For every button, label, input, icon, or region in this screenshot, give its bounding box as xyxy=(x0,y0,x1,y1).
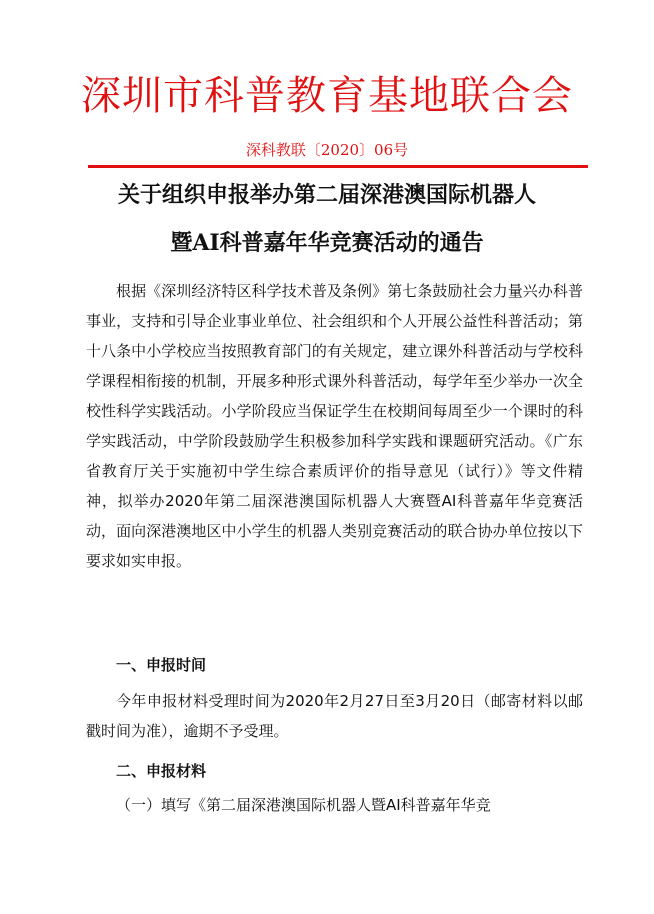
intro-paragraph: 根据《深圳经济特区科学技术普及条例》第七条鼓励社会力量兴办科普事业，支持和引导企业事业单位、社会组织和个人开展公益性科普活动；第十八条中小学校应当按照教育部门的有关规定，建立课外科普活动与学校科学课程相衔接的机制，开展多种形式课外科普活动，每学年至少举办一次全校性科学实践活动。小学阶段应当保证学生在校期间每周至少一个课时的科学实践活动，中学阶段鼓励学生积极参加科学实践和课题研究活动。《广东省教育厅关于实施初中学生综合素质评价的指导意见（试行）》等文件精神，拟举办2020年第二届深港澳国际机器人大赛暨AI科普嘉年华竞赛活动，面向深港澳地区中小学生的机器人类别竞赛活动的联合协办单位按以下要求如实申报。 xyxy=(86,282,583,570)
issuer-header: 深圳市科普教育基地联合会 xyxy=(81,73,573,119)
title-line-1: 关于组织申报举办第二届深港澳国际机器人 xyxy=(117,182,536,208)
document-number: 深科教联〔2020〕06号 xyxy=(245,141,409,159)
section-materials-item-1: （一）填写《第二届深港澳国际机器人暨AI科普嘉年华竞 xyxy=(116,796,491,814)
red-divider-line xyxy=(88,165,588,168)
title-line-2: 暨AI科普嘉年华竞赛活动的通告 xyxy=(170,230,484,256)
section-heading-time: 一、申报时间 xyxy=(116,656,207,674)
section-heading-materials: 二、申报材料 xyxy=(116,762,207,780)
section-time-paragraph: 今年申报材料受理时间为2020年2月27日至3月20日（邮寄材料以邮戳时间为准），逾期不予受理。 xyxy=(86,692,583,740)
